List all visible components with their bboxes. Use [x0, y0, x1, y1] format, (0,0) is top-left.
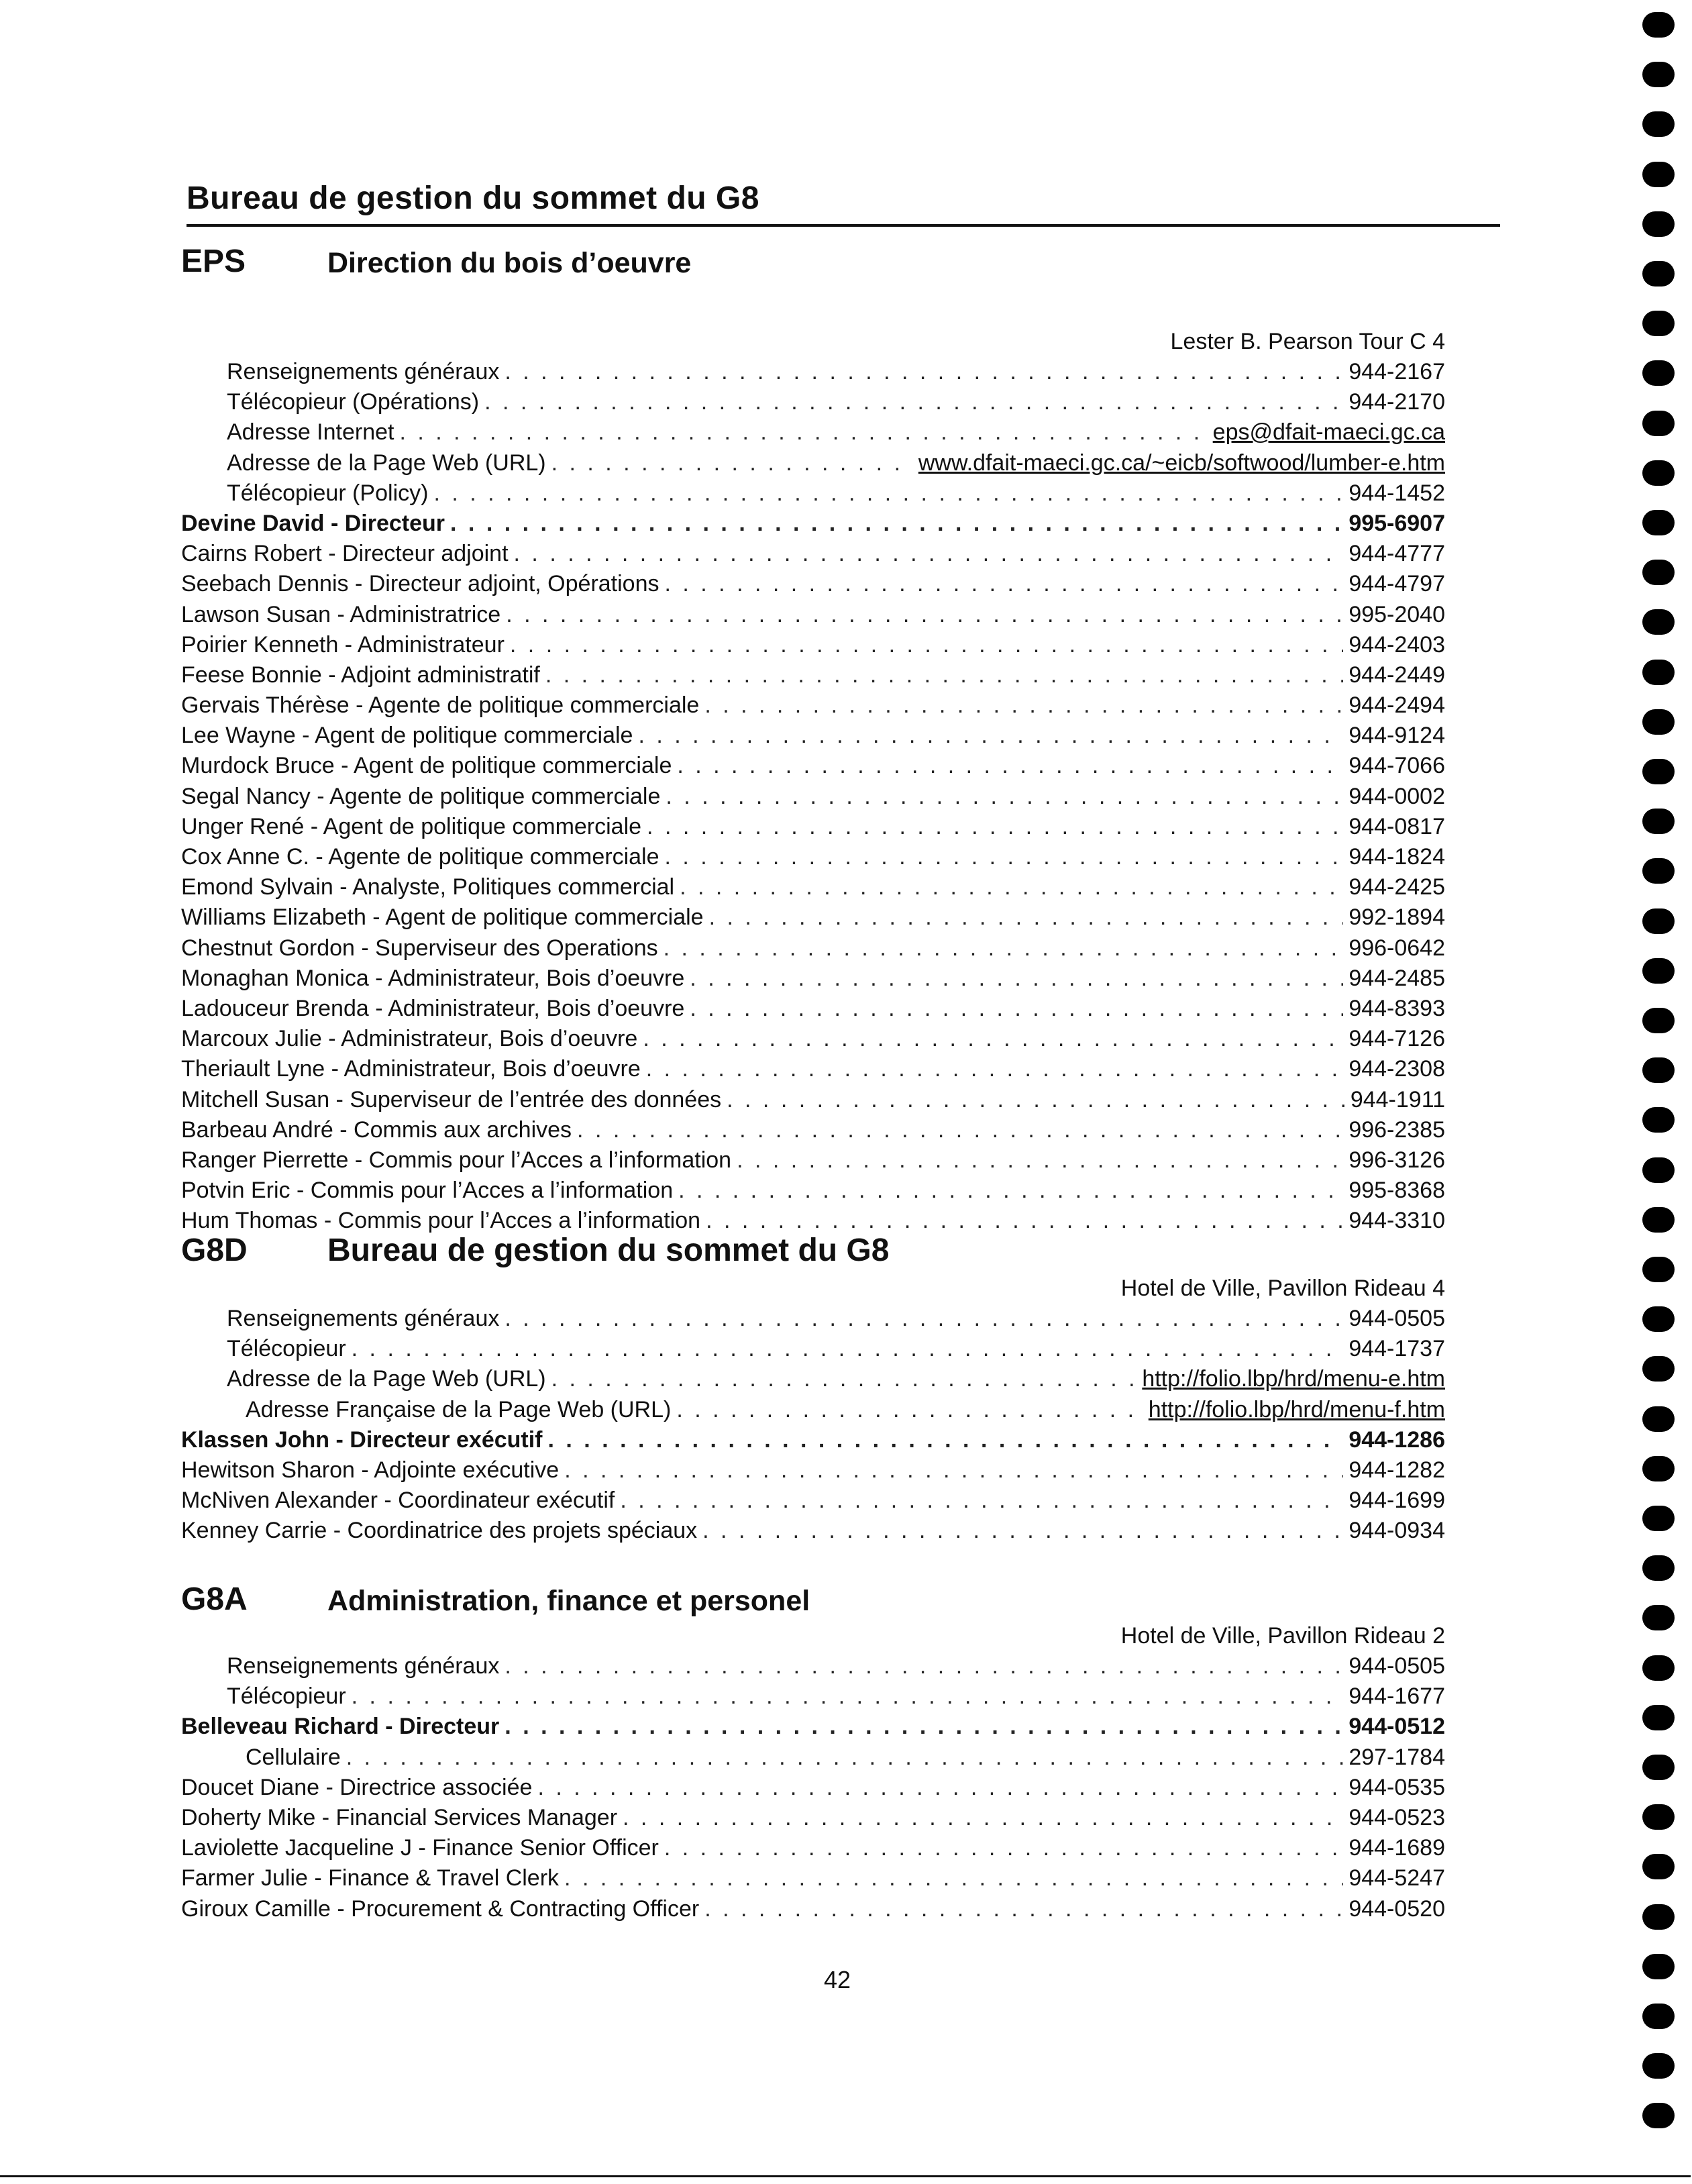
- entry-row: Télécopieur (Policy) . . . 944-1452: [181, 478, 1445, 509]
- binding-hole: [1642, 1306, 1675, 1332]
- binding-hole: [1642, 1854, 1675, 1879]
- entry-row: Gervais Thérèse - Agente de politique commerciale . . . 944-2494: [181, 690, 1445, 721]
- section-address: Lester B. Pearson Tour C 4: [1170, 329, 1445, 354]
- section-header: [181, 1581, 1445, 1621]
- binding-hole: [1642, 609, 1675, 635]
- entry-row: Cairns Robert - Directeur adjoint . . . 944-4777: [181, 539, 1445, 569]
- binding-hole: [1642, 958, 1675, 984]
- binding-hole: [1642, 12, 1675, 38]
- entry-row: Belleveau Richard - Directeur . . . 944-0512: [181, 1712, 1445, 1742]
- binding-hole: [1642, 1456, 1675, 1481]
- binding-hole: [1642, 1705, 1675, 1730]
- entry-row: Theriault Lyne - Administrateur, Bois d’oeuvre . . . 944-2308: [181, 1054, 1445, 1084]
- entry-row: Unger René - Agent de politique commerciale . . . 944-0817: [181, 812, 1445, 842]
- entry-row: Klassen John - Directeur exécutif . . . 944-1286: [181, 1425, 1445, 1455]
- binding-hole: [1642, 709, 1675, 735]
- binding-hole: [1642, 111, 1675, 137]
- binding-hole: [1642, 1008, 1675, 1033]
- entry-row: Renseignements généraux . . . 944-0505: [181, 1304, 1445, 1334]
- entry-row: Ranger Pierrette - Commis pour l’Acces a l’information . . . 996-3126: [181, 1145, 1445, 1176]
- binding-hole: [1642, 360, 1675, 386]
- section-title: Bureau de gestion du sommet du G8: [327, 1233, 890, 1268]
- binding-hole: [1642, 411, 1675, 436]
- spiral-binding: [1637, 0, 1684, 2184]
- entry-row: Feese Bonnie - Adjoint administratif . . . 944-2449: [181, 660, 1445, 690]
- binding-hole: [1642, 1057, 1675, 1083]
- entry-row: Potvin Eric - Commis pour l’Acces a l’information . . . 995-8368: [181, 1176, 1445, 1206]
- entry-row: Adresse de la Page Web (URL) . . . www.dfait-maeci.gc.ca/~eicb/softwood/lumber-e.htm: [181, 448, 1445, 478]
- entry-row: Murdock Bruce - Agent de politique commerciale . . . 944-7066: [181, 751, 1445, 781]
- binding-hole: [1642, 1904, 1675, 1930]
- binding-hole: [1642, 211, 1675, 237]
- binding-hole: [1642, 1356, 1675, 1382]
- entry-row: Chestnut Gordon - Superviseur des Operations . . . 996-0642: [181, 933, 1445, 964]
- binding-hole: [1642, 858, 1675, 884]
- web-link[interactable]: www.dfait-maeci.gc.ca/~eicb/softwood/lumber-e.htm: [918, 450, 1445, 476]
- entry-row: Seebach Dennis - Directeur adjoint, Opérations . . . 944-4797: [181, 569, 1445, 599]
- running-head: Bureau de gestion du sommet du G8: [187, 180, 759, 216]
- entry-row: Lawson Susan - Administratrice . . . 995-2040: [181, 600, 1445, 630]
- binding-hole: [1642, 809, 1675, 834]
- binding-hole: [1642, 560, 1675, 585]
- entry-row: Giroux Camille - Procurement & Contracting Officer . . . 944-0520: [181, 1894, 1445, 1924]
- web-link[interactable]: http://folio.lbp/hrd/menu-e.htm: [1142, 1366, 1445, 1392]
- entry-row: Laviolette Jacqueline J - Finance Senior Officer . . . 944-1689: [181, 1833, 1445, 1863]
- binding-hole: [1642, 759, 1675, 784]
- binding-hole: [1642, 908, 1675, 934]
- entry-row: Marcoux Julie - Administrateur, Bois d’oeuvre . . . 944-7126: [181, 1024, 1445, 1054]
- entry-row: Hum Thomas - Commis pour l’Acces a l’information . . . 944-3310: [181, 1206, 1445, 1236]
- binding-hole: [1642, 1506, 1675, 1531]
- binding-hole: [1642, 2103, 1675, 2128]
- entry-row: Hewitson Sharon - Adjointe exécutive . . . 944-1282: [181, 1455, 1445, 1486]
- section-address: Hotel de Ville, Pavillon Rideau 4: [1120, 1276, 1445, 1301]
- entry-row: Renseignements généraux . . . 944-0505: [181, 1651, 1445, 1681]
- binding-hole: [1642, 62, 1675, 87]
- web-link[interactable]: http://folio.lbp/hrd/menu-f.htm: [1148, 1396, 1445, 1422]
- binding-hole: [1642, 1107, 1675, 1133]
- binding-hole: [1642, 261, 1675, 287]
- binding-hole: [1642, 2053, 1675, 2079]
- binding-hole: [1642, 311, 1675, 336]
- entry-row: Ladouceur Brenda - Administrateur, Bois d’oeuvre . . . 944-8393: [181, 994, 1445, 1024]
- section-title: Administration, finance et personel: [327, 1585, 810, 1617]
- binding-hole: [1642, 1157, 1675, 1183]
- binding-hole: [1642, 1257, 1675, 1282]
- page-number: 42: [824, 1966, 851, 1993]
- entry-row: Adresse de la Page Web (URL) . . . http://folio.lbp/hrd/menu-e.htm: [181, 1364, 1445, 1394]
- entry-row: McNiven Alexander - Coordinateur exécutif . . . 944-1699: [181, 1486, 1445, 1516]
- entry-row: Télécopieur . . . 944-1737: [181, 1334, 1445, 1364]
- entry-row: Cellulaire . . . 297-1784: [181, 1743, 1445, 1773]
- section-header: [181, 1232, 1445, 1272]
- entry-row: Mitchell Susan - Superviseur de l’entrée des données . . . 944-1911: [181, 1085, 1445, 1115]
- section-eps: [181, 243, 1445, 1236]
- section-code: G8D: [181, 1233, 248, 1268]
- binding-hole: [1642, 1207, 1675, 1233]
- email-link[interactable]: eps@dfait-maeci.gc.ca: [1212, 419, 1445, 446]
- entry-row: Monaghan Monica - Administrateur, Bois d’oeuvre . . . 944-2485: [181, 964, 1445, 994]
- binding-hole: [1642, 460, 1675, 486]
- entry-row: Adresse Internet . . . eps@dfait-maeci.gc.ca: [181, 417, 1445, 448]
- binding-hole: [1642, 1605, 1675, 1630]
- entry-row: Kenney Carrie - Coordinatrice des projets spéciaux . . . 944-0934: [181, 1516, 1445, 1546]
- entry-row: Cox Anne C. - Agente de politique commerciale . . . 944-1824: [181, 842, 1445, 872]
- section-code: G8A: [181, 1581, 248, 1617]
- binding-hole: [1642, 1406, 1675, 1432]
- header-rule: [187, 224, 1500, 227]
- bottom-rule: [0, 2175, 1691, 2177]
- entry-row: Segal Nancy - Agente de politique commerciale . . . 944-0002: [181, 782, 1445, 812]
- section-address: Hotel de Ville, Pavillon Rideau 2: [1120, 1623, 1445, 1649]
- binding-hole: [1642, 510, 1675, 535]
- binding-hole: [1642, 162, 1675, 187]
- entry-row: Doherty Mike - Financial Services Manager . . . 944-0523: [181, 1803, 1445, 1833]
- binding-hole: [1642, 660, 1675, 685]
- entry-row: Renseignements généraux . . . 944-2167: [181, 357, 1445, 387]
- entry-row: Doucet Diane - Directrice associée . . . 944-0535: [181, 1773, 1445, 1803]
- entry-row: Télécopieur . . . 944-1677: [181, 1681, 1445, 1712]
- section-title: Direction du bois d’oeuvre: [327, 247, 692, 279]
- section-g8d: [181, 1232, 1445, 1547]
- section-g8a: [181, 1581, 1445, 1924]
- entry-row: Emond Sylvain - Analyste, Politiques commercial . . . 944-2425: [181, 872, 1445, 902]
- section-code: EPS: [181, 244, 246, 279]
- binding-hole: [1642, 1954, 1675, 1979]
- entry-row: Télécopieur (Opérations) . . . 944-2170: [181, 387, 1445, 417]
- binding-hole: [1642, 1655, 1675, 1681]
- entry-row: Devine David - Directeur . . . 995-6907: [181, 509, 1445, 539]
- section-header: [181, 243, 1445, 283]
- binding-hole: [1642, 1555, 1675, 1581]
- binding-hole: [1642, 2004, 1675, 2029]
- entry-row: Barbeau André - Commis aux archives . . . 996-2385: [181, 1115, 1445, 1145]
- entry-row: Adresse Française de la Page Web (URL) . . . http://folio.lbp/hrd/menu-f.htm: [181, 1395, 1445, 1425]
- entry-row: Farmer Julie - Finance & Travel Clerk . . . 944-5247: [181, 1863, 1445, 1893]
- entry-row: Poirier Kenneth - Administrateur . . . 944-2403: [181, 630, 1445, 660]
- entry-row: Williams Elizabeth - Agent de politique commerciale . . . 992-1894: [181, 902, 1445, 933]
- entry-row: Lee Wayne - Agent de politique commerciale . . . 944-9124: [181, 721, 1445, 751]
- binding-hole: [1642, 1804, 1675, 1830]
- binding-hole: [1642, 1755, 1675, 1780]
